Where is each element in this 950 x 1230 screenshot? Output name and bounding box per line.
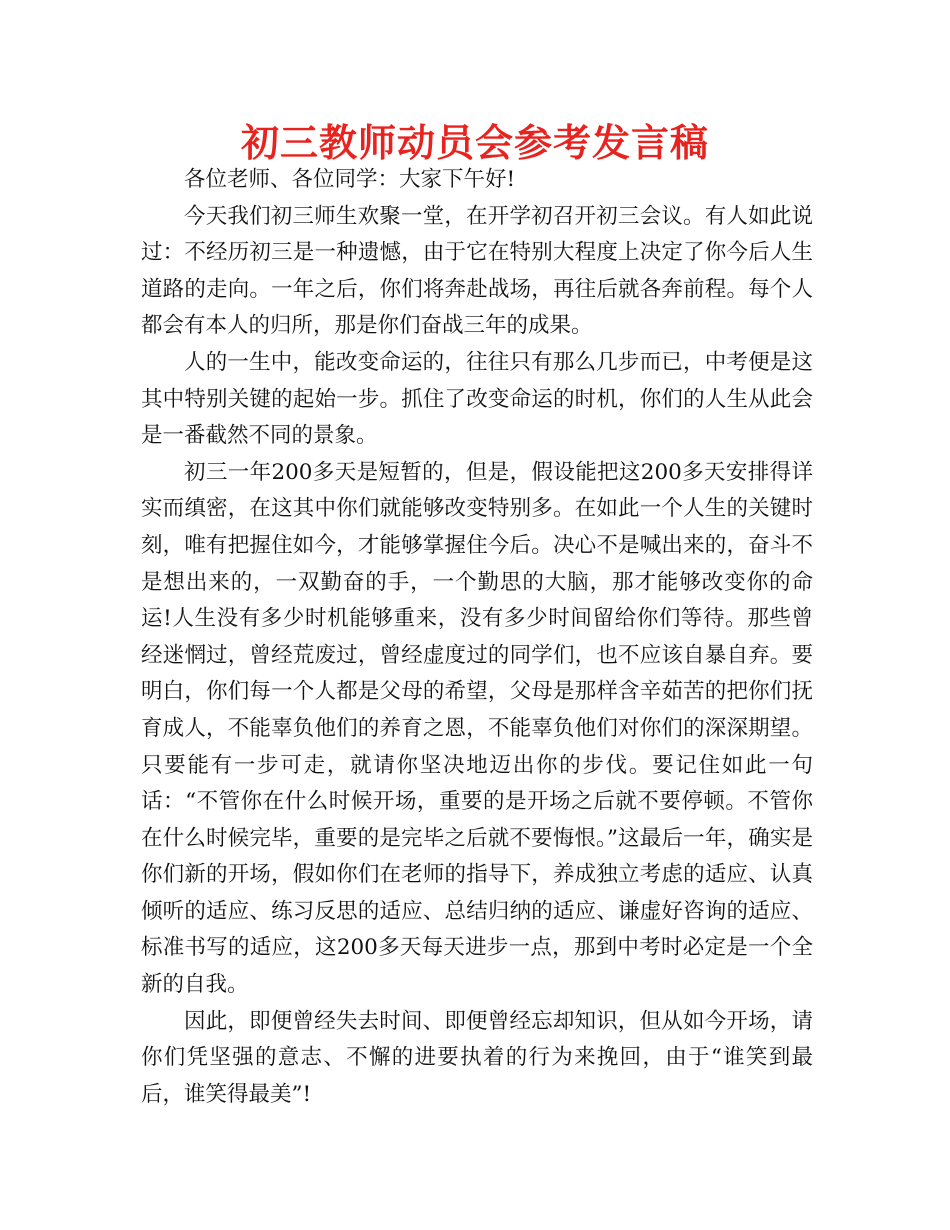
body-paragraph: 初三一年200多天是短暂的，但是，假设能把这200多天安排得详实而缜密，在这其中你们就能够改变特别多。在如此一个人生的关键时刻，唯有把握住如今，才能够掌握住今后。决心不是喊出来的，奋斗不是想出来的，一双勤奋的手，一个勤思的大脑，那才能够改变你的命运!人生没有多少时机能够重来，没有多少时间留给你们等待。那些曾经迷惘过，曾经荒废过，曾经虚度过的同学们，也不应该自暴自弃。要明白，你们每一个人都是父母的希望，父母是那样含辛茹苦的把你们抚育成人，不能辜负他们的养育之恩，不能辜负他们对你们的深深期望。只要能有一步可走，就请你坚决地迈出你的步伐。要记住如此一句话：“不管你在什么时候开场，重要的是开场之后就不要停顿。不管你在什么时候完毕，重要的是完毕之后就不要悔恨。”这最后一年，确实是你们新的开场，假如你们在老师的指导下，养成独立考虑的适应、认真倾听的适应、练习反思的适应、总结归纳的适应、谦虚好咨询的适应、标准书写的适应，这200多天每天进步一点，那到中考时必定是一个全新的自我。 bbox=[141, 459, 813, 998]
body-paragraph: 人的一生中，能改变命运的，往往只有那么几步而已，中考便是这其中特别关键的起始一步。抓住了改变命运的时机，你们的人生从此会是一番截然不同的景象。 bbox=[141, 349, 813, 449]
document-body bbox=[141, 162, 813, 1113]
greeting-paragraph: 各位老师、各位同学：大家下午好! bbox=[184, 167, 516, 192]
document-title: 初三教师动员会参考发言稿 bbox=[240, 121, 709, 165]
closing-paragraph: 因此，即便曾经失去时间、即便曾经忘却知识，但从如今开场，请你们凭坚强的意志、不懈的进要执着的行为来挽回，由于“谁笑到最后，谁笑得最美”! bbox=[141, 1008, 813, 1107]
body-paragraph: 今天我们初三师生欢聚一堂，在开学初召开初三会议。有人如此说过：不经历初三是一种遗憾，由于它在特别大程度上决定了你今后人生道路的走向。一年之后，你们将奔赴战场，再往后就各奔前程。每个人都会有本人的归所，那是你们奋战三年的成果。 bbox=[141, 203, 813, 339]
